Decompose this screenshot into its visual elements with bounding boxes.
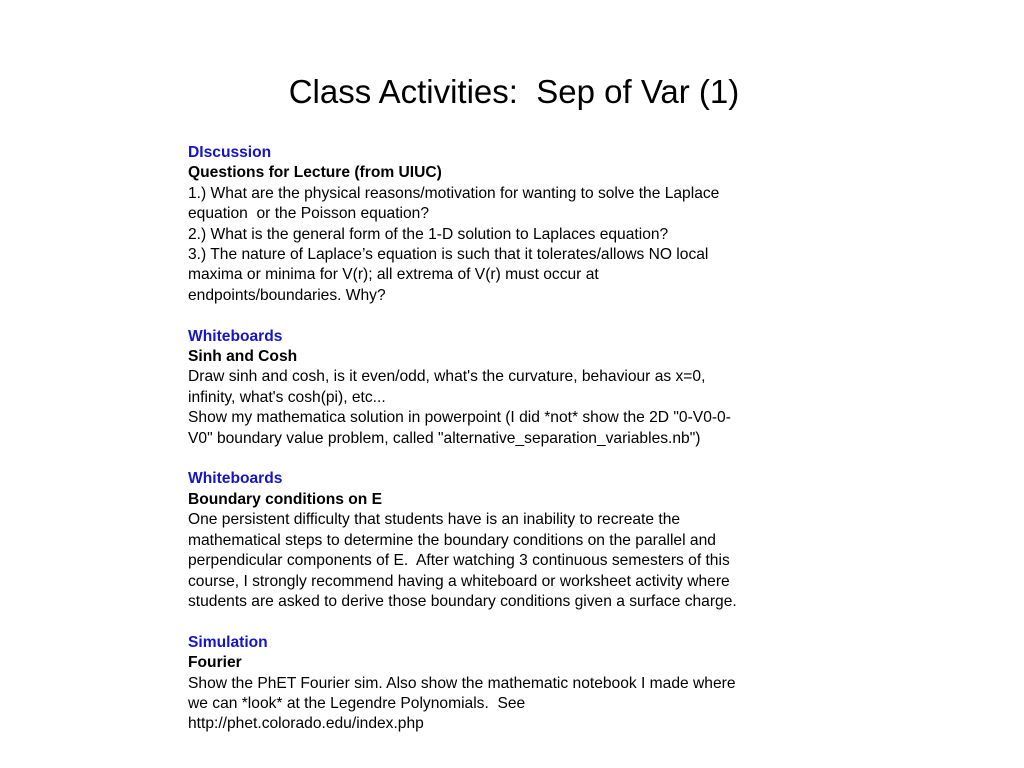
section-whiteboards-boundary (188, 469, 803, 612)
section-category: DIscussion (188, 144, 272, 161)
url-line: http://phet.colorado.edu/index.php (188, 715, 424, 733)
section-simulation (188, 633, 803, 735)
body-line: One persistent difficulty that students have is an inability to recreate the (188, 511, 681, 529)
body-line: maxima or minima for V(r); all extrema of V(r) must occur at (188, 266, 599, 284)
body-line: 2.) What is the general form of the 1-D solution to Laplaces equation? (188, 225, 669, 243)
body-line: course, I strongly recommend having a whiteboard or worksheet activity where (188, 572, 730, 590)
body-line: students are asked to derive those boundary conditions given a surface charge. (188, 592, 737, 610)
body-line: Draw sinh and cosh, is it even/odd, what's the curvature, behaviour as x=0, (188, 368, 706, 386)
section-whiteboards-sinh-cosh (188, 327, 803, 449)
body-line: endpoints/boundaries. Why? (188, 286, 386, 304)
body-line: infinity, what's cosh(pi), etc... (188, 388, 386, 406)
body-line: we can *look* at the Legendre Polynomials. See (188, 694, 526, 712)
section-heading: Fourier (188, 654, 242, 672)
section-category: Simulation (188, 633, 268, 651)
body-line: mathematical steps to determine the boundary conditions on the parallel and (188, 531, 716, 549)
section-heading: Boundary conditions on E (188, 490, 383, 508)
section-discussion (188, 143, 803, 306)
section-heading: Sinh and Cosh (188, 348, 298, 366)
section-heading: Questions for Lecture (from UIUC) (188, 164, 442, 182)
body-line: perpendicular components of E. After watching 3 continuous semesters of this (188, 552, 730, 570)
body-line: equation or the Poisson equation? (188, 205, 430, 223)
page-title: Class Activities: Sep of Var (1) (288, 73, 740, 110)
slide-content (188, 143, 803, 735)
section-category: Whiteboards (188, 327, 283, 345)
body-line: 1.) What are the physical reasons/motivation for wanting to solve the Laplace (188, 184, 720, 202)
body-line: V0" boundary value problem, called "alternative_separation_variables.nb") (188, 429, 701, 447)
section-category: Whiteboards (188, 470, 283, 488)
body-line: Show the PhET Fourier sim. Also show the mathematic notebook I made where (188, 674, 736, 692)
body-line: 3.) The nature of Laplace’s equation is such that it tolerates/allows NO local (188, 246, 709, 264)
body-line: Show my mathematica solution in powerpoint (I did *not* show the 2D "0-V0-0- (188, 409, 731, 427)
